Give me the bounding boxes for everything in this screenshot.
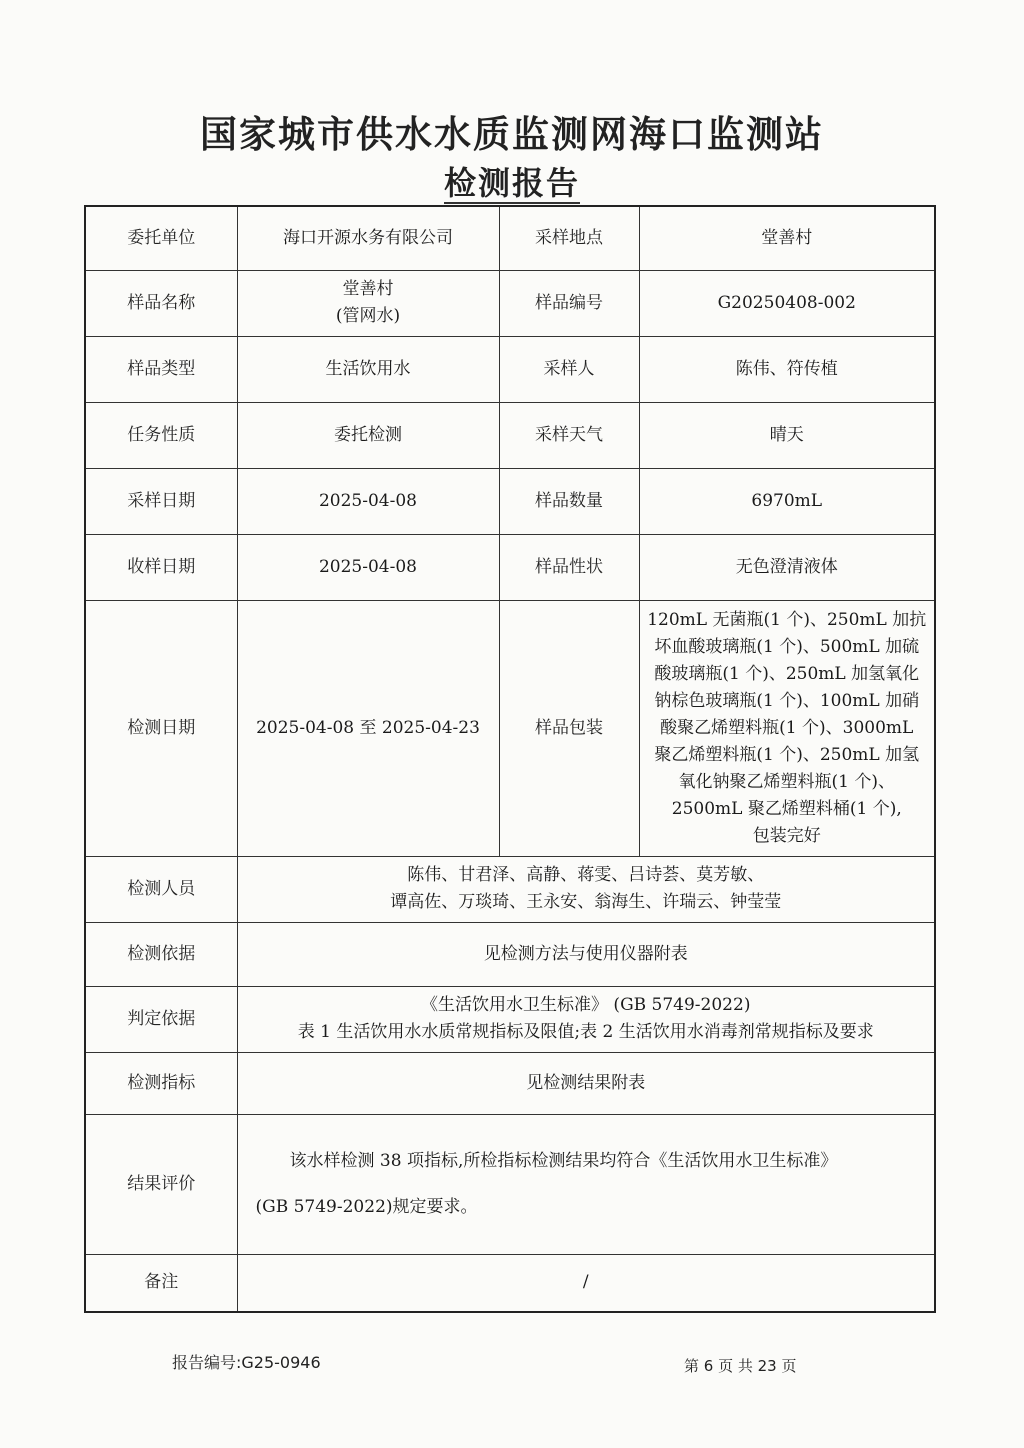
evaluation-line2: (GB 5749-2022)规定要求。 bbox=[255, 1197, 478, 1217]
table-row bbox=[85, 600, 935, 856]
client-value: 海口开源水务有限公司 bbox=[237, 206, 499, 270]
table-row bbox=[85, 922, 935, 986]
sampler-label: 采样人 bbox=[499, 336, 639, 402]
remarks-value: / bbox=[237, 1254, 935, 1312]
weather-value: 晴天 bbox=[639, 402, 935, 468]
appearance-label: 样品性状 bbox=[499, 534, 639, 600]
sample-name-line1: 堂善村 bbox=[342, 279, 394, 299]
org-title: 国家城市供水水质监测网海口监测站 bbox=[200, 113, 824, 156]
evaluation-line1: 该水样检测 38 项指标,所检指标检测结果均符合《生活饮用水卫生标准》 bbox=[289, 1151, 838, 1171]
testers-line2: 谭高佐、万琰琦、王永安、翁海生、许瑞云、钟莹莹 bbox=[390, 892, 782, 912]
sample-name-label: 样品名称 bbox=[85, 270, 237, 336]
basis-value: 见检测方法与使用仪器附表 bbox=[237, 922, 935, 986]
packaging-value bbox=[639, 600, 935, 856]
testers-line1: 陈伟、甘君泽、高静、蒋雯、吕诗荟、莫芳敏、 bbox=[407, 865, 765, 885]
table-row bbox=[85, 468, 935, 534]
appearance-value: 无色澄清液体 bbox=[639, 534, 935, 600]
table-row bbox=[85, 402, 935, 468]
sample-type-value: 生活饮用水 bbox=[237, 336, 499, 402]
criteria-line1: 《生活饮用水卫生标准》 (GB 5749-2022) bbox=[421, 995, 751, 1015]
client-label: 委托单位 bbox=[85, 206, 237, 270]
packaging-line: 钠棕色玻璃瓶(1 个)、100mL 加硝 bbox=[654, 690, 920, 711]
evaluation-label: 结果评价 bbox=[85, 1114, 237, 1254]
sampling-site-value: 堂善村 bbox=[639, 206, 935, 270]
testers-label: 检测人员 bbox=[85, 856, 237, 922]
table-row bbox=[85, 1254, 935, 1312]
sample-name-line2: (管网水) bbox=[335, 306, 401, 326]
receipt-date-value: 2025-04-08 bbox=[237, 534, 499, 600]
sample-name-value bbox=[237, 270, 499, 336]
table-row bbox=[85, 270, 935, 336]
packaging-line: 2500mL 聚乙烯塑料桶(1 个), bbox=[671, 798, 902, 819]
criteria-line2: 表 1 生活饮用水水质常规指标及限值;表 2 生活饮用水消毒剂常规指标及要求 bbox=[297, 1022, 874, 1042]
table-row bbox=[85, 336, 935, 402]
page-number: 第 6 页 共 23 页 bbox=[684, 1357, 797, 1375]
table-row bbox=[85, 986, 935, 1052]
test-date-label: 检测日期 bbox=[85, 600, 237, 856]
criteria-value bbox=[237, 986, 935, 1052]
packaging-line: 酸聚乙烯塑料瓶(1 个)、3000mL bbox=[660, 717, 914, 738]
indicators-label: 检测指标 bbox=[85, 1052, 237, 1114]
remarks-label: 备注 bbox=[85, 1254, 237, 1312]
indicators-value: 见检测结果附表 bbox=[237, 1052, 935, 1114]
table-row bbox=[85, 534, 935, 600]
quantity-label: 样品数量 bbox=[499, 468, 639, 534]
table-row bbox=[85, 1114, 935, 1254]
report-title-text: 检测报告 bbox=[443, 164, 580, 202]
sample-type-label: 样品类型 bbox=[85, 336, 237, 402]
sample-no-label: 样品编号 bbox=[499, 270, 639, 336]
packaging-line: 酸玻璃瓶(1 个)、250mL 加氢氧化 bbox=[654, 663, 920, 684]
packaging-line: 120mL 无菌瓶(1 个)、250mL 加抗 bbox=[647, 609, 927, 630]
report-table bbox=[84, 205, 936, 1313]
sample-no-value: G20250408-002 bbox=[639, 270, 935, 336]
packaging-line: 坏血酸玻璃瓶(1 个)、500mL 加硫 bbox=[654, 636, 920, 657]
quantity-value: 6970mL bbox=[639, 468, 935, 534]
sampling-date-label: 采样日期 bbox=[85, 468, 237, 534]
task-value: 委托检测 bbox=[237, 402, 499, 468]
table-row bbox=[85, 206, 935, 270]
receipt-date-label: 收样日期 bbox=[85, 534, 237, 600]
testers-value bbox=[237, 856, 935, 922]
evaluation-value bbox=[237, 1114, 935, 1254]
packaging-line: 氧化钠聚乙烯塑料瓶(1 个)、 bbox=[678, 771, 895, 792]
table-row bbox=[85, 856, 935, 922]
sampling-site-label: 采样地点 bbox=[499, 206, 639, 270]
criteria-label: 判定依据 bbox=[85, 986, 237, 1052]
basis-label: 检测依据 bbox=[85, 922, 237, 986]
sampler-value: 陈伟、符传植 bbox=[639, 336, 935, 402]
packaging-label: 样品包装 bbox=[499, 600, 639, 856]
report-number: 报告编号:G25-0946 bbox=[172, 1353, 321, 1372]
sampling-date-value: 2025-04-08 bbox=[237, 468, 499, 534]
packaging-line: 聚乙烯塑料瓶(1 个)、250mL 加氢 bbox=[654, 744, 920, 765]
report-title bbox=[0, 158, 1024, 204]
packaging-line: 包装完好 bbox=[752, 825, 821, 846]
task-label: 任务性质 bbox=[85, 402, 237, 468]
weather-label: 采样天气 bbox=[499, 402, 639, 468]
table-row bbox=[85, 1052, 935, 1114]
test-date-value: 2025-04-08 至 2025-04-23 bbox=[237, 600, 499, 856]
